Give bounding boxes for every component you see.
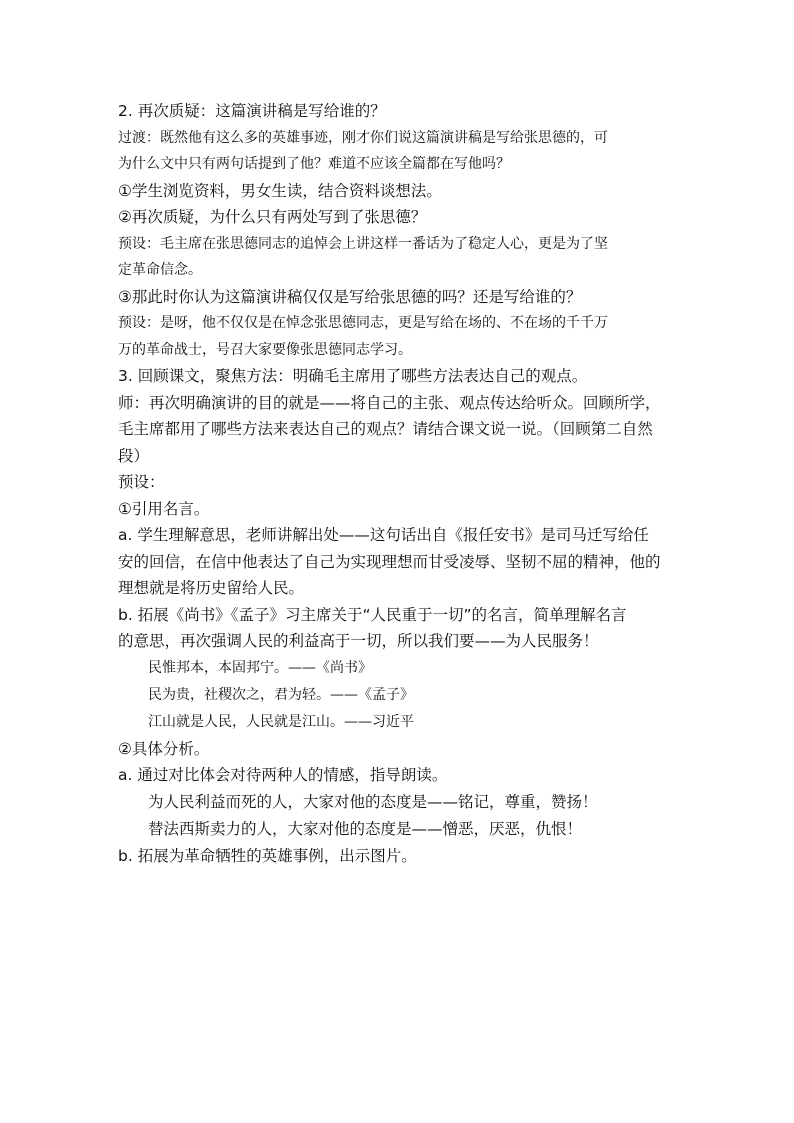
sub-item: 安的回信，在信中他表达了自己为实现理想而甘受凌辱、坚韧不屈的精神，他的 bbox=[118, 552, 661, 571]
transition-text: 过渡：既然他有这么多的英雄事迹，刚才你们说这篇演讲稿是写给张思德的，可 bbox=[118, 129, 608, 146]
sub-item: a. 学生理解意思，老师讲解出处——这句话出自《报任安书》是司马迁写给任 bbox=[118, 526, 649, 544]
sub-item: a. 通过对比体会对待两种人的情感，指导朗读。 bbox=[118, 766, 448, 784]
preset-label: 预设： bbox=[118, 473, 165, 491]
quote-line: 江山就是人民，人民就是江山。——习近平 bbox=[148, 713, 414, 730]
preset-text: 万的革命战士，号召大家要像张思德同志学习。 bbox=[118, 341, 412, 358]
preset-text: 预设：毛主席在张思德同志的追悼会上讲这样一番话为了稳定人心，更是为了坚 bbox=[118, 235, 608, 252]
step-item: ①引用名言。 bbox=[118, 499, 210, 518]
sub-item: b. 拓展《尚书》《孟子》习主席关于“人民重于一切”的名言，简单理解名言 bbox=[118, 605, 627, 624]
preset-text: 定革命信念。 bbox=[118, 262, 202, 278]
step-item: ①学生浏览资料，男女生读，结合资料谈想法。 bbox=[118, 181, 442, 200]
sub-item: 理想就是将历史留给人民。 bbox=[118, 579, 305, 597]
teacher-text: 段） bbox=[118, 446, 150, 465]
teacher-text: 毛主席都用了哪些方法来表达自己的观点？请结合课文说一说。（回顾第二自然 bbox=[118, 420, 653, 438]
document-body bbox=[118, 98, 678, 869]
sub-item: 的意思，再次强调人民的利益高于一切，所以我们要——为人民服务！ bbox=[118, 632, 599, 650]
quote-line: 民惟邦本，本固邦宁。——《尚书》 bbox=[148, 659, 372, 676]
step-item: ③那此时你认为这篇演讲稿仅仅是写给张思德的吗？还是写给谁的？ bbox=[118, 287, 582, 306]
section-heading-3: 3. 回顾课文，聚焦方法：明确毛主席用了哪些方法表达自己的观点。 bbox=[118, 367, 588, 385]
quote-line: 民为贵，社稷次之，君为轻。——《孟子》 bbox=[148, 686, 414, 703]
comparison-line: 替法西斯卖力的人，大家对他的态度是——憎恶，厌恶，仇恨！ bbox=[148, 819, 583, 838]
transition-text: 为什么文中只有两句话提到了他？难道不应该全篇都在写他吗？ bbox=[118, 156, 510, 172]
comparison-line: 为人民利益而死的人，大家对他的态度是——铭记，尊重，赞扬！ bbox=[148, 792, 598, 811]
section-heading-2: 2. 再次质疑：这篇演讲稿是写给谁的？ bbox=[118, 102, 386, 120]
step-item: ②具体分析。 bbox=[118, 739, 210, 758]
preset-text: 预设：是呀，他不仅仅是在悼念张思德同志，更是写给在场的、不在场的千千万 bbox=[118, 315, 608, 331]
sub-item: b. 拓展为革命牺牲的英雄事例，出示图片。 bbox=[118, 846, 417, 865]
teacher-text: 师：再次明确演讲的目的就是——将自己的主张、观点传达给听众。回顾所学， bbox=[118, 393, 661, 412]
step-item: ②再次质疑，为什么只有两处写到了张思德？ bbox=[118, 208, 427, 226]
